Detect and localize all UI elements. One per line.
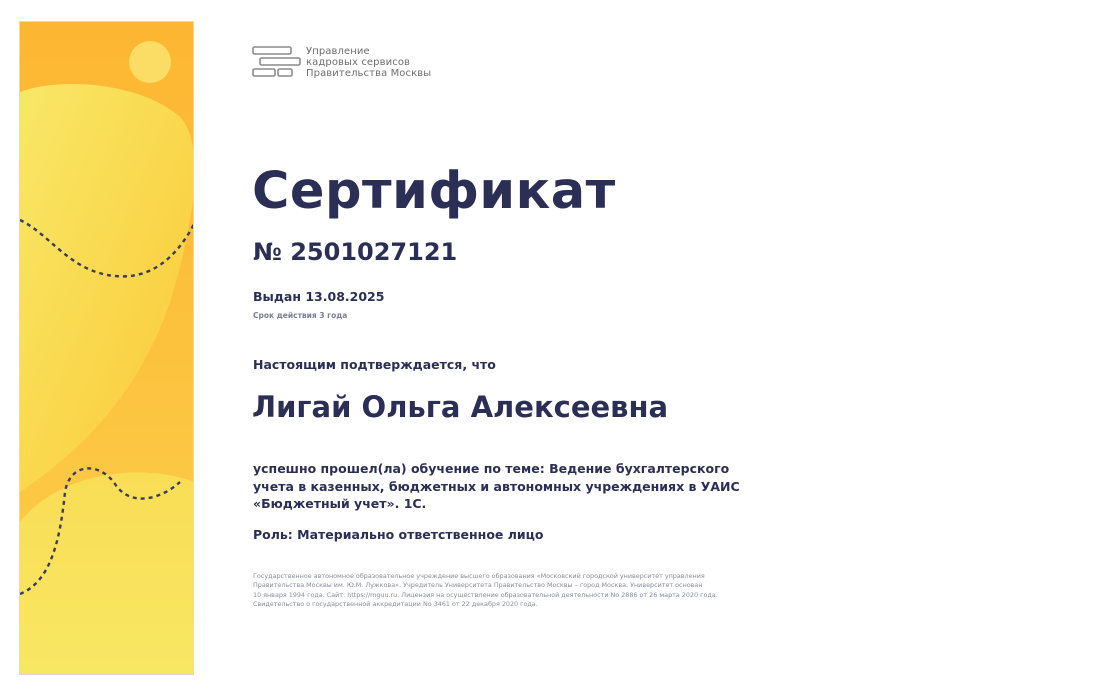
organization-logo-icon [252,46,302,80]
organization-name [306,46,431,79]
footer-line: Правительства Москвы им. Ю.М. Лужкова». Учредитель Университета Правительство Москвы – город Москва. Университет основан [253,581,703,590]
organization-logo [252,46,431,80]
issue-date: Выдан 13.08.2025 [253,289,385,304]
certificate-title: Сертификат [252,162,616,221]
recipient-name: Лигай Ольга Алексеевна [252,390,669,424]
organization-name-line: кадровых сервисов [306,57,411,68]
legal-footer [253,572,753,610]
certificate-number: № 2501027121 [253,238,458,266]
footer-line: Свидетельство о государственной аккредитации No 3461 от 22 декабря 2020 года. [253,600,538,609]
course-description [253,460,753,513]
organization-name-line: Управление [306,46,370,57]
footer-line: Государственное автономное образовательное учреждение высшего образования «Московский городской университет управления [253,572,705,580]
course-description-line: учета в казенных, бюджетных и автономных учреждениях в УАИС [253,478,740,494]
side-band-graphic [20,22,194,675]
decorative-side-band [19,21,194,675]
recipient-role: Роль: Материально ответственное лицо [253,527,544,542]
course-description-line: «Бюджетный учет». 1С. [253,496,427,511]
footer-line: 10 января 1994 года. Сайт: https://mguu.ru. Лицензия на осуществление образовательной деятельности No 2886 от 26 марта 2020 года. [253,590,718,599]
validity-period: Срок действия 3 года [253,311,348,320]
confirmation-text: Настоящим подтверждается, что [253,357,496,372]
organization-name-line: Правительства Москвы [306,68,432,79]
course-description-line: успешно прошел(ла) обучение по теме: Ведение бухгалтерского [253,461,730,476]
